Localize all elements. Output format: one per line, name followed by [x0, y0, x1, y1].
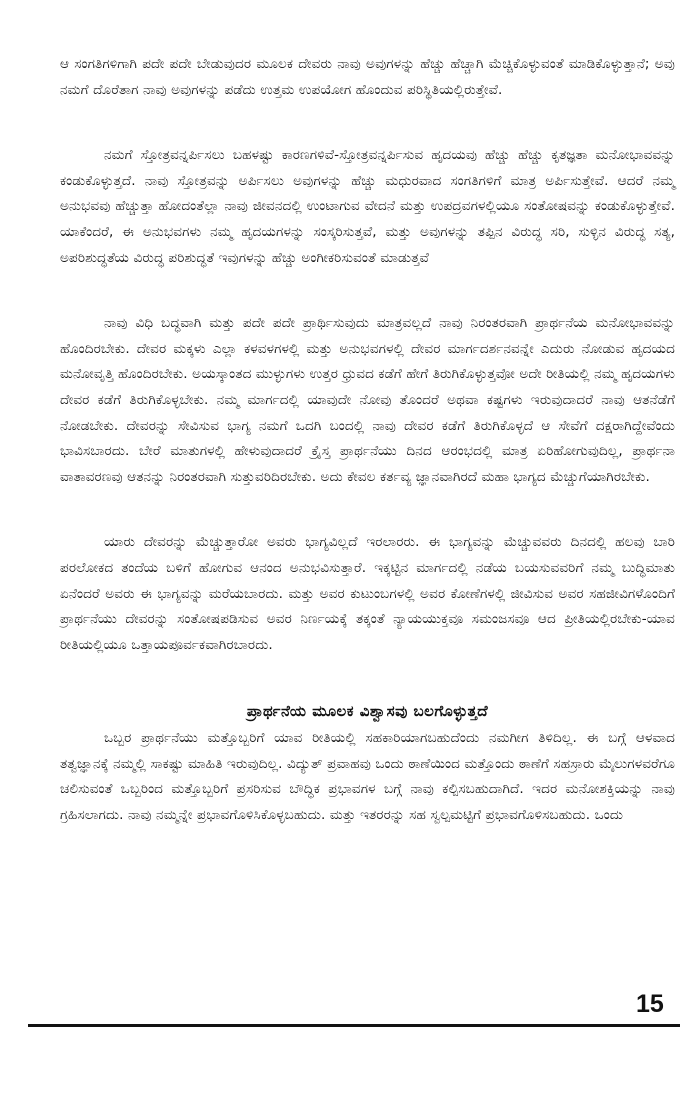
page-number: 15: [636, 990, 664, 1018]
paragraph-3: ನಾವು ವಿಧಿ ಬದ್ಧವಾಗಿ ಮತ್ತು ಪದೇ ಪದೇ ಪ್ರಾರ್ಥಿಸುವುದು ಮಾತ್ರವಲ್ಲದೆ ನಾವು ನಿರಂತರವಾಗಿ ಪ್ರಾರ್ಥನೆಯ ಮನೋಭಾವವನ್ನು ಹೊಂದಿರಬೇಕು. ದೇವರ ಮಕ್ಕಳು ಎಲ್ಲಾ ಕಳವಳಗಳಲ್ಲಿ ಮತ್ತು ಅನುಭವಗಳಲ್ಲಿ ದೇವರ ಮಾರ್ಗದರ್ಶನವನ್ನೇ ಎದುರು ನೋಡುವ ಹೃದಯದ ಮನೋವೃತ್ತಿ ಹೊಂದಿರಬೇಕು. ಅಯಸ್ಕಾಂತದ ಮುಳ್ಳುಗಳು ಉತ್ತರ ಧ್ರುವದ ಕಡೆಗೆ ಹೇಗೆ ತಿರುಗಿಕೊಳ್ಳುತ್ತವೋ ಅದೇ ರೀತಿಯಲ್ಲಿ ನಮ್ಮ ಹೃದಯಗಳು ದೇವರ ಕಡೆಗೆ ತಿರುಗಿಕೊಳ್ಳಬೇಕು. ನಮ್ಮ ಮಾರ್ಗದಲ್ಲಿ ಯಾವುದೇ ನೋವು ತೊಂದರೆ ಅಥವಾ ಕಷ್ಟಗಳು ಇರುವುದಾದರೆ ನಾವು ಆತನೆಡೆಗೆ ನೋಡಬೇಕು. ದೇವರನ್ನು ಸೇವಿಸುವ ಭಾಗ್ಯ ನಮಗೆ ಒದಗಿ ಬಂದಲ್ಲಿ ನಾವು ದೇವರ ಕಡೆಗೆ ತಿರುಗಿಕೊಳ್ಳದೆ ಆ ಸೇವೆಗೆ ದಕ್ಷರಾಗಿದ್ದೇವೆಂದು ಭಾವಿಸಬಾರದು. ಬೇರೆ ಮಾತುಗಳಲ್ಲಿ ಹೇಳುವುದಾದರೆ ಕ್ರೈಸ್ತ ಪ್ರಾರ್ಥನೆಯು ದಿನದ ಆರಂಭದಲ್ಲಿ ಮಾತ್ರ ಏರಿಹೋಗುವುದಿಲ್ಲ, ಪ್ರಾರ್ಥನಾ ವಾತಾವರಣವು ಆತನನ್ನು ನಿರಂತರವಾಗಿ ಸುತ್ತುವರಿದಿರಬೇಕು. ಅದು ಕೇವಲ ಕರ್ತವ್ಯ ಜ್ಞಾನವಾಗಿರದೆ ಮಹಾ ಭಾಗ್ಯದ ಮೆಚ್ಚುಗೆಯಾಗಿರಬೇಕು.: [60, 315, 675, 485]
body-text: [60, 52, 675, 829]
paragraph-2: ನಮಗೆ ಸ್ತೋತ್ರವನ್ನರ್ಪಿಸಲು ಬಹಳಷ್ಟು ಕಾರಣಗಳಿವೆ-ಸ್ತೋತ್ರವನ್ನರ್ಪಿಸುವ ಹೃದಯವು ಹೆಚ್ಚು ಹೆಚ್ಚು ಕೃತಜ್ಞತಾ ಮನೋಭಾವವನ್ನು ಕಂಡುಕೊಳ್ಳುತ್ತದೆ. ನಾವು ಸ್ತೋತ್ರವನ್ನು ಅರ್ಪಿಸಲು ಅವುಗಳನ್ನು ಹೆಚ್ಚು ಮಧುರವಾದ ಸಂಗತಿಗಳಿಗೆ ಮಾತ್ರ ಅರ್ಪಿಸುತ್ತೇವೆ. ಆದರೆ ನಮ್ಮ ಅನುಭವವು ಹೆಚ್ಚುತ್ತಾ ಹೋದಂತೆಲ್ಲಾ ನಾವು ಜೀವನದಲ್ಲಿ ಉಂಟಾಗುವ ವೇದನೆ ಮತ್ತು ಉಪದ್ರವಗಳಲ್ಲಿಯೂ ಸಂತೋಷವನ್ನು ಕಂಡುಕೊಳ್ಳುತ್ತೇವೆ. ಯಾಕೆಂದರೆ, ಈ ಅನುಭವಗಳು ನಮ್ಮ ಹೃದಯಗಳನ್ನು ಸಂಸ್ಕರಿಸುತ್ತವೆ, ಮತ್ತು ಅವುಗಳನ್ನು ತಪ್ಪಿನ ವಿರುದ್ಧ ಸರಿ, ಸುಳ್ಳಿನ ವಿರುದ್ಧ ಸತ್ಯ, ಅಪರಿಶುದ್ಧತೆಯ ವಿರುದ್ಧ ಪರಿಶುದ್ಧತೆ ಇವುಗಳನ್ನು ಹೆಚ್ಚು ಅಂಗೀಕರಿಸುವಂತೆ ಮಾಡುತ್ತವೆ: [60, 147, 675, 266]
section-paragraph: ಒಬ್ಬರ ಪ್ರಾರ್ಥನೆಯು ಮತ್ತೊಬ್ಬರಿಗೆ ಯಾವ ರೀತಿಯಲ್ಲಿ ಸಹಕಾರಿಯಾಗಬಹುದೆಂದು ನಮಗೀಗ ತಿಳಿದಿಲ್ಲ. ಈ ಬಗ್ಗೆ ಆಳವಾದ ತತ್ವಜ್ಞಾನಕ್ಕೆ ನಮ್ಮಲ್ಲಿ ಸಾಕಷ್ಟು ಮಾಹಿತಿ ಇರುವುದಿಲ್ಲ. ವಿದ್ಯುತ್ ಪ್ರವಾಹವು ಒಂದು ಠಾಣೆಯಿಂದ ಮತ್ತೊಂದು ಠಾಣೆಗೆ ಸಹಸ್ರಾರು ಮೈಲುಗಳವರೆಗೂ ಚಲಿಸುವಂತೆ ಒಬ್ಬರಿಂದ ಮತ್ತೊಬ್ಬರಿಗೆ ಪ್ರಸರಿಸುವ ಬೌದ್ಧಿಕ ಪ್ರಭಾವಗಳ ಬಗ್ಗೆ ನಾವು ಕಲ್ಪಿಸಬಹುದಾಗಿದೆ. ಇದರ ಮನೋಶಕ್ತಿಯನ್ನು ನಾವು ಗ್ರಹಿಸಲಾಗದು. ನಾವು ನಮ್ಮನ್ನೇ ಪ್ರಭಾವಗೊಳಿಸಿಕೊಳ್ಳಬಹುದು. ಮತ್ತು ಇತರರನ್ನು ಸಹ ಸ್ವಲ್ಪಮಟ್ಟಿಗೆ ಪ್ರಭಾವಗೊಳಿಸಬಹುದು. ಒಂದು: [60, 730, 675, 824]
paragraph-4: ಯಾರು ದೇವರನ್ನು ಮೆಚ್ಚುತ್ತಾರೋ ಅವರು ಭಾಗ್ಯವಿಲ್ಲದೆ ಇರಲಾರರು. ಈ ಭಾಗ್ಯವನ್ನು ಮೆಚ್ಚುವವರು ದಿನದಲ್ಲಿ ಹಲವು ಬಾರಿ ಪರಲೋಕದ ತಂದೆಯ ಬಳಿಗೆ ಹೋಗುವ ಆನಂದ ಅನುಭವಿಸುತ್ತಾರೆ. ಇಕ್ಕಟ್ಟಿನ ಮಾರ್ಗದಲ್ಲಿ ನಡೆಯ ಬಯಸುವವರಿಗೆ ನಮ್ಮ ಬುದ್ಧಿಮಾತು ಏನೆಂದರೆ ಅವರು ಈ ಭಾಗ್ಯವನ್ನು ಮರೆಯಬಾರದು. ಮತ್ತು ಅವರ ಕುಟುಂಬಗಳಲ್ಲಿ ಅವರ ಕೋಣೆಗಳಲ್ಲಿ ಜೀವಿಸುವ ಅವರ ಸಹಜೀವಿಗಳೊಂದಿಗೆ ಪ್ರಾರ್ಥನೆಯು ದೇವರನ್ನು ಸಂತೋಷಪಡಿಸುವ ಅವರ ನಿರ್ಣಯಕ್ಕೆ ತಕ್ಕಂತೆ ನ್ಯಾಯಯುಕ್ತವೂ ಸಮಂಜಸವೂ ಆದ ಪ್ರೀತಿಯಲ್ಲಿರಬೇಕು-ಯಾವ ರೀತಿಯಲ್ಲಿಯೂ ಒತ್ತಾಯಪೂರ್ವಕವಾಗಿರಬಾರದು.: [60, 534, 675, 653]
footer-rule: [28, 1024, 680, 1027]
paragraph-1: ಆ ಸಂಗತಿಗಳಿಗಾಗಿ ಪದೇ ಪದೇ ಬೇಡುವುದರ ಮೂಲಕ ದೇವರು ನಾವು ಅವುಗಳನ್ನು ಹೆಚ್ಚು ಹೆಚ್ಚಾಗಿ ಮೆಚ್ಚಿಕೊಳ್ಳುವಂತೆ ಮಾಡಿಕೊಳ್ಳುತ್ತಾನೆ; ಅವು ನಮಗೆ ದೊರೆತಾಗ ನಾವು ಅವುಗಳನ್ನು ಪಡೆದು ಉತ್ತಮ ಉಪಯೋಗ ಹೊಂದುವ ಪರಿಸ್ಥಿತಿಯಲ್ಲಿರುತ್ತೇವೆ.: [60, 56, 675, 98]
section-heading: ಪ್ರಾರ್ಥನೆಯ ಮೂಲಕ ವಿಶ್ವಾಸವು ಬಲಗೊಳ್ಳುತ್ತದೆ: [246, 702, 489, 721]
